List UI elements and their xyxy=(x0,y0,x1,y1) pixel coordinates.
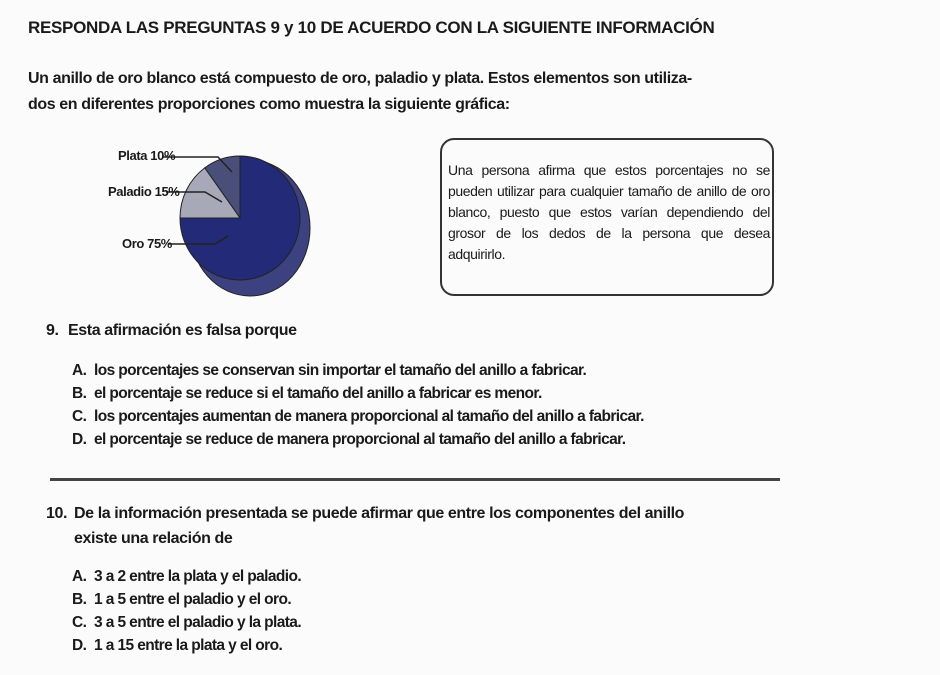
q10-option-b-text[interactable]: 1 a 5 entre el paladio y el oro. xyxy=(94,591,292,608)
q10-option-c-letter[interactable]: C. xyxy=(72,614,87,631)
q9-option-d-letter[interactable]: D. xyxy=(72,431,87,448)
q10-option-d-letter[interactable]: D. xyxy=(72,637,87,654)
label-oro: Oro 75% xyxy=(122,236,172,251)
q10-option-c-text[interactable]: 3 a 5 entre el paladio y la plata. xyxy=(94,614,302,631)
divider xyxy=(50,478,780,481)
q10-text-line-2: existe una relación de xyxy=(74,530,233,547)
q9-option-c-letter[interactable]: C. xyxy=(72,408,87,425)
q9-option-c-text[interactable]: los porcentajes aumentan de manera proporcional al tamaño del anillo a fabricar. xyxy=(94,408,644,425)
q10-option-a-letter[interactable]: A. xyxy=(72,568,87,585)
label-paladio: Paladio 15% xyxy=(108,184,180,199)
intro-line-1: Un anillo de oro blanco está compuesto de oro, paladio y plata. Estos elementos son utiliza- xyxy=(28,70,692,87)
label-plata: Plata 10% xyxy=(118,148,176,163)
q9-option-a-text[interactable]: los porcentajes se conservan sin importar el tamaño del anillo a fabricar. xyxy=(94,362,587,379)
q9-text: Esta afirmación es falsa porque xyxy=(68,322,297,339)
q10-number: 10. xyxy=(46,505,68,522)
intro-line-2: dos en diferentes proporciones como muestra la siguiente gráfica: xyxy=(28,96,510,113)
q9-option-b-text[interactable]: el porcentaje se reduce si el tamaño del anillo a fabricar es menor. xyxy=(94,385,542,402)
q10-option-a-text[interactable]: 3 a 2 entre la plata y el paladio. xyxy=(94,568,302,585)
q10-text-line-1: De la información presentada se puede afirmar que entre los componentes del anillo xyxy=(74,505,685,522)
q9-number: 9. xyxy=(46,322,59,339)
q10-option-d-text[interactable]: 1 a 15 entre la plata y el oro. xyxy=(94,637,283,654)
statement-text: Una persona afirma que estos porcentajes no se pueden utilizar para cualquier tamaño de anillo de oro blanco, puesto que estos varían dependiendo del grosor de los dedos de la persona que desea adquirirlo. xyxy=(448,162,770,262)
section-heading: RESPONDA LAS PREGUNTAS 9 y 10 DE ACUERDO CON LA SIGUIENTE INFORMACIÓN xyxy=(28,18,715,37)
q10-option-b-letter[interactable]: B. xyxy=(72,591,87,608)
q9-option-d-text[interactable]: el porcentaje se reduce de manera proporcional al tamaño del anillo a fabricar. xyxy=(94,431,626,448)
q9-option-a-letter[interactable]: A. xyxy=(72,362,87,379)
q9-option-b-letter[interactable]: B. xyxy=(72,385,87,402)
